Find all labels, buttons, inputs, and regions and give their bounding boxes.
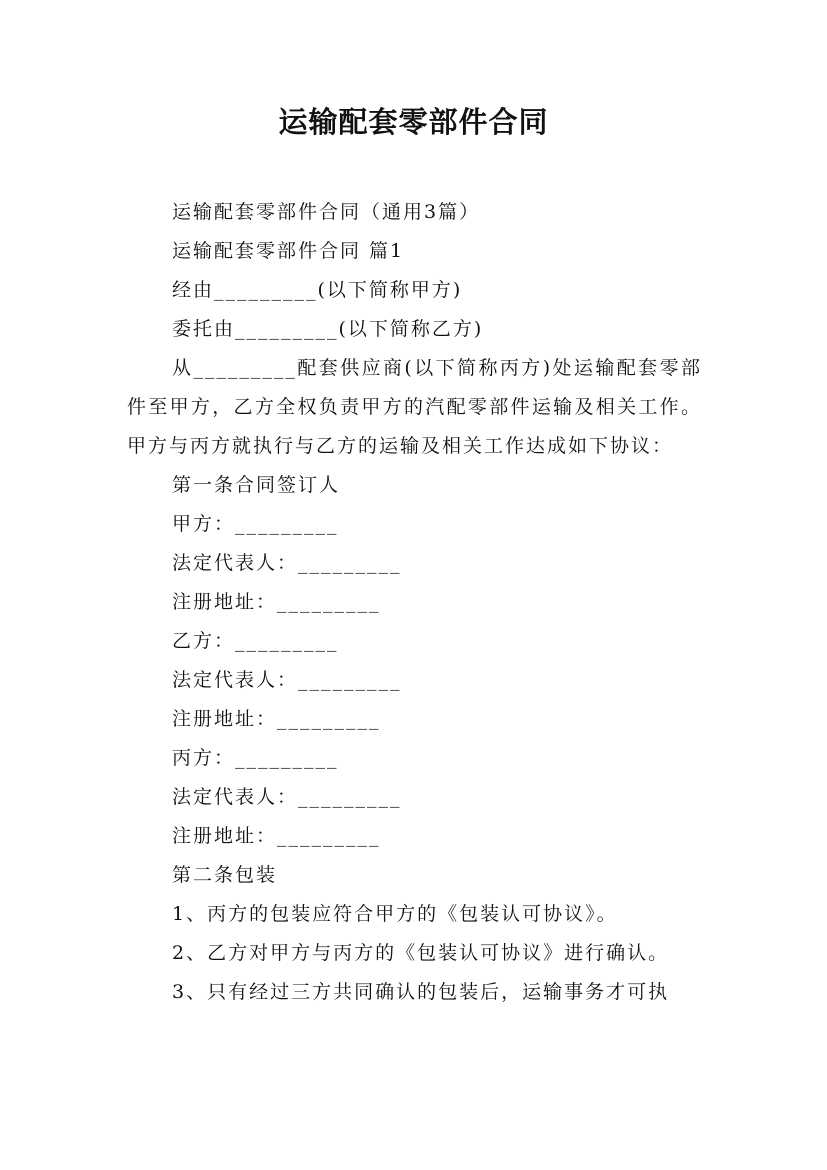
paragraph-party-a: 甲方：_________ [172, 513, 339, 535]
paragraph-packaging-3: 3、只有经过三方共同确认的包装后，运输事务才可执 [172, 981, 670, 1003]
document-title: 运输配套零部件合同 [278, 105, 549, 139]
paragraph-party-c-address: 注册地址：_________ [172, 825, 381, 847]
paragraph-party-b-address: 注册地址：_________ [172, 708, 381, 730]
paragraph-party-a-intro: 经由_________(以下简称甲方) [172, 279, 463, 301]
paragraph-party-c-rep: 法定代表人：_________ [172, 786, 402, 808]
paragraph-packaging-2: 2、乙方对甲方与丙方的《包装认可协议》进行确认。 [172, 942, 670, 964]
paragraph-packaging-1: 1、丙方的包装应符合甲方的《包装认可协议》。 [172, 903, 618, 925]
paragraph-party-a-rep: 法定代表人：_________ [172, 552, 402, 574]
paragraph-part-heading: 运输配套零部件合同 篇1 [172, 240, 405, 262]
paragraph-party-a-address: 注册地址：_________ [172, 591, 381, 613]
paragraph-party-b-rep: 法定代表人：_________ [172, 669, 402, 691]
document-body [127, 193, 702, 1012]
paragraph-article-1-heading: 第一条合同签订人 [172, 474, 341, 496]
paragraph-party-b: 乙方：_________ [172, 630, 339, 652]
paragraph-preamble: 从_________配套供应商(以下简称丙方)处运输配套零部件至甲方，乙方全权负责甲方的汽配零部件运输及相关工作。甲方与丙方就执行与乙方的运输及相关工作达成如下协议： [127, 357, 702, 457]
paragraph-article-2-heading: 第二条包装 [172, 864, 278, 886]
paragraph-party-c: 丙方：_________ [172, 747, 339, 769]
paragraph-party-b-intro: 委托由_________(以下简称乙方) [172, 318, 484, 340]
paragraph-doc-heading: 运输配套零部件合同（通用3篇） [172, 201, 481, 223]
